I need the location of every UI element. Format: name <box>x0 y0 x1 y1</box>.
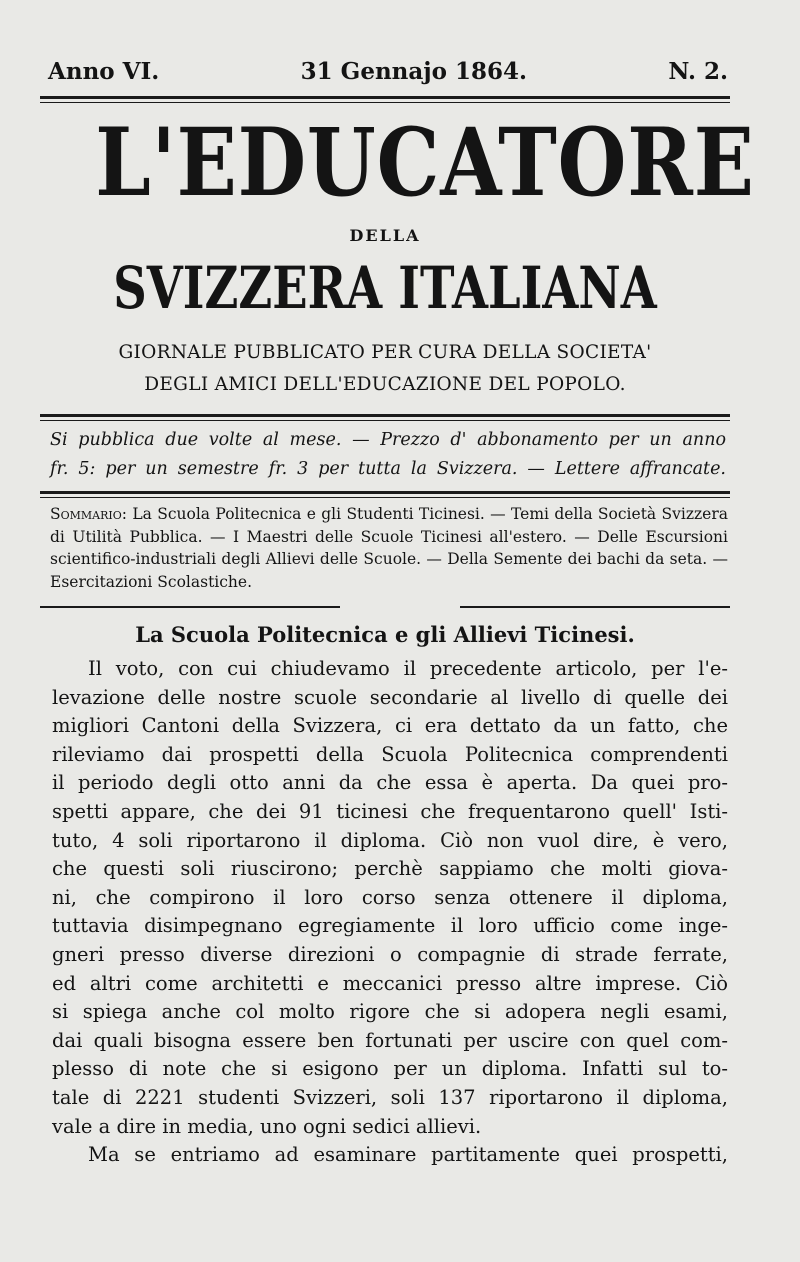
body-line: tale di 2221 studenti Svizzeri, soli 137 riportarono il diploma, <box>52 1085 728 1109</box>
notice-line-1: Si pubblica due volte al mese. — Prezzo d' abbonamento per un anno <box>50 430 726 450</box>
body-line: vale a dire in media, uno ogni sedici allievi. <box>52 1114 482 1138</box>
summary <box>50 503 728 593</box>
body-line: Il voto, con cui chiudevamo il precedente articolo, per l'e- <box>88 657 728 680</box>
body-line: si spiega anche col molto rigore che si adopera negli esami, <box>52 1000 728 1024</box>
body-line: tuttavia disimpegnano egregiamente il loro ufficio come inge- <box>52 914 728 938</box>
top-rule-thin <box>40 102 730 103</box>
body-line: dai quali bisogna essere ben fortunati per uscire con quel com- <box>52 1028 728 1052</box>
issue-date: 31 Gennajo 1864. <box>300 58 527 85</box>
body-line: gneri presso diverse direzioni o compagnie di strade ferrate, <box>52 942 728 966</box>
newspaper-subtitle: SVIZZERA ITALIANA <box>113 254 657 322</box>
body-line: Ma se entriamo ad esaminare partitamente quei prospetti, <box>88 1143 728 1167</box>
body-line: spetti appare, che dei 91 ticinesi che frequentarono quell' Isti- <box>52 799 728 823</box>
notice-rule <box>40 491 730 494</box>
title-connector: DELLA <box>349 226 421 245</box>
notice-line-2: fr. 5: per un semestre fr. 3 per tutta la Svizzera. — Lettere affrancate. <box>50 459 726 479</box>
description-rule-thin <box>40 420 730 421</box>
issue-number: N. 2. <box>668 58 728 85</box>
body-line: levazione delle nostre scuole secondarie al livello di quelle dei <box>52 685 728 709</box>
body-line: plesso di note che si esigono per un diploma. Infatti sul to- <box>52 1057 728 1081</box>
summary-label: Sommario: <box>50 505 127 523</box>
article-body <box>52 655 728 1170</box>
body-line: tuto, 4 soli riportarono il diploma. Ciò non vuol dire, è vero, <box>52 828 728 852</box>
body-line: che questi soli riuscirono; perchè sappiamo che molti giova- <box>52 857 728 881</box>
description-rule <box>40 414 730 417</box>
description-line-2: DEGLI AMICI DELL'EDUCAZIONE DEL POPOLO. <box>144 374 626 395</box>
masthead-line <box>48 58 728 85</box>
body-line: ni, che compirono il loro corso senza ottenere il diploma, <box>52 885 728 909</box>
description-line-1: GIORNALE PUBBLICATO PER CURA DELLA SOCIETA' <box>118 342 652 363</box>
issue-year: Anno VI. <box>48 58 160 85</box>
summary-text: La Scuola Politecnica e gli Studenti Ticinesi. — Temi della Società Svizzera di Utilità Pubblica. — I Maestri delle Scuole Ticinesi all'estero. — Delle Escursioni scientifico-industriali degli Allievi delle Scuole. — Della Semente dei bachi da seta. — Esercitazioni Scolastiche. <box>50 505 728 591</box>
article-heading: La Scuola Politecnica e gli Allievi Ticinesi. <box>135 622 635 647</box>
body-line: il periodo degli otto anni da che essa è aperta. Da quei pro- <box>52 771 728 795</box>
body-line: migliori Cantoni della Svizzera, ci era dettato da un fatto, che <box>52 714 728 738</box>
body-line: rileviamo dai prospetti della Scuola Politecnica comprendenti <box>52 742 728 766</box>
top-rule <box>40 96 730 99</box>
summary-rule-left <box>40 606 340 608</box>
summary-rule-right <box>460 606 730 608</box>
notice-rule-thin <box>40 497 730 498</box>
newspaper-title: L'EDUCATORE <box>95 108 755 218</box>
body-line: ed altri come architetti e meccanici presso altre imprese. Ciò <box>52 971 728 995</box>
